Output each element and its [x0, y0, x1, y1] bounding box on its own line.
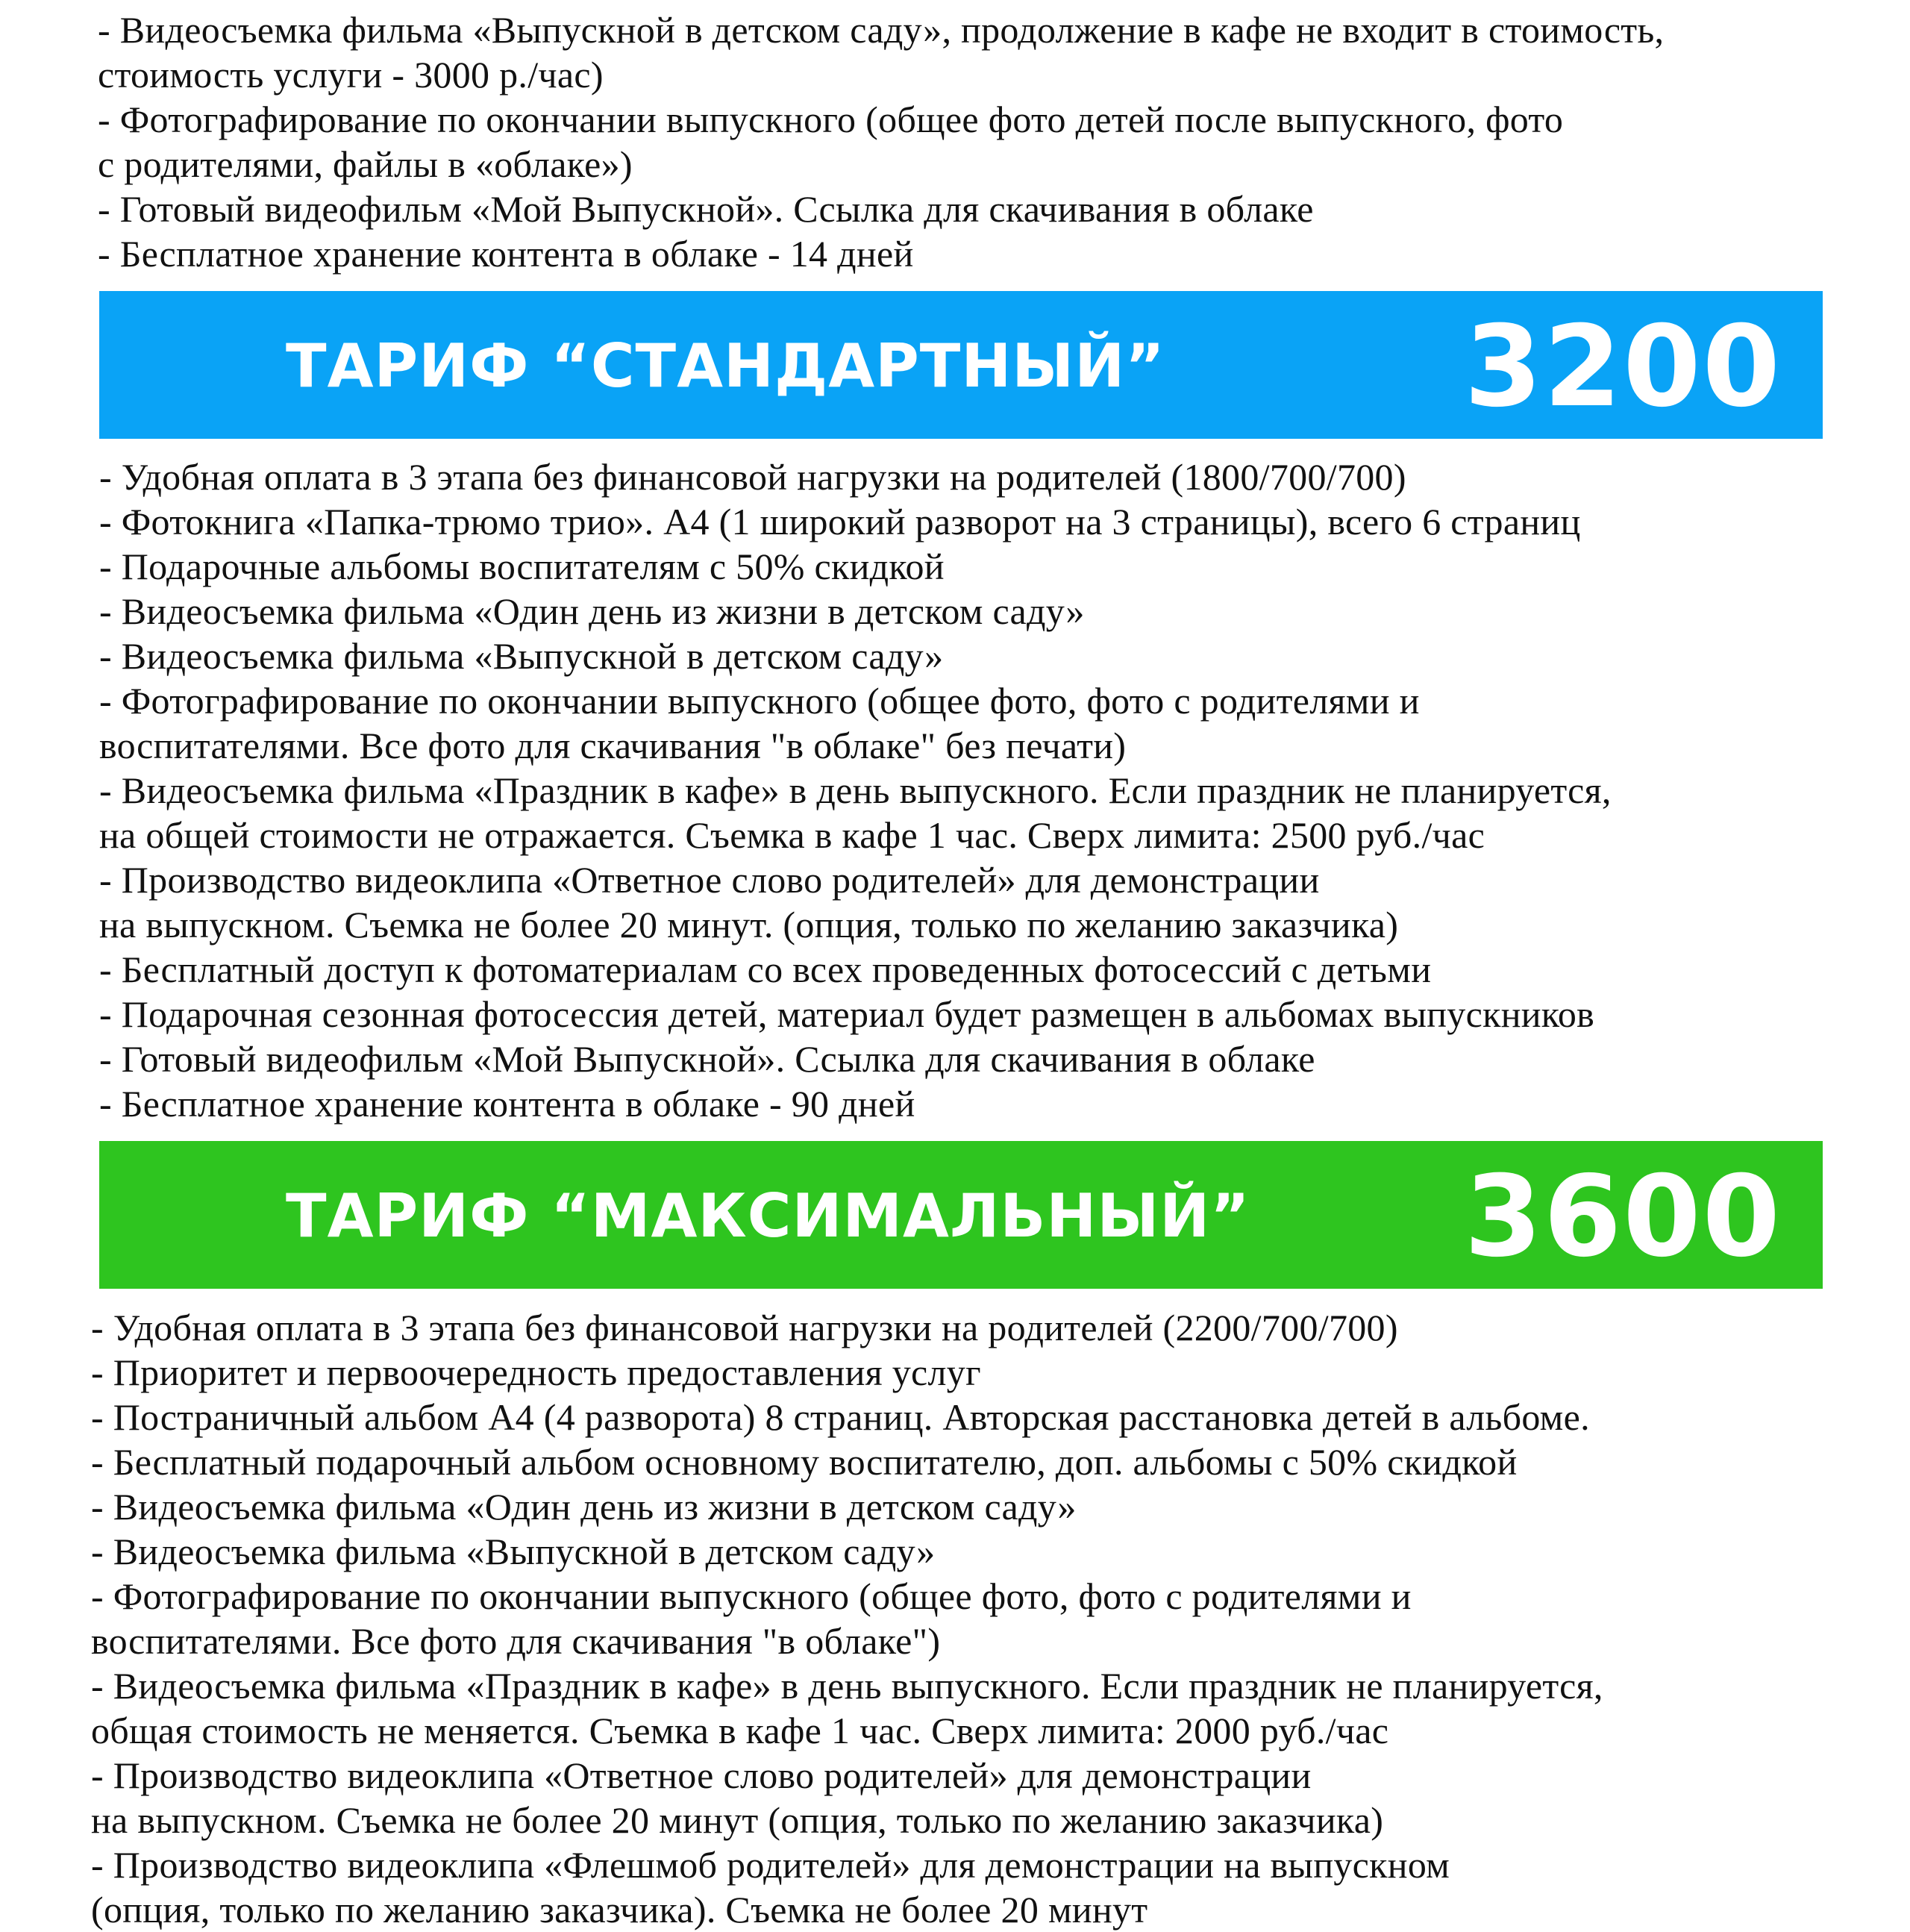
maximum-item-12: на выпускном. Съемка не более 20 минут (опция, только по желанию заказчика): [91, 1799, 1384, 1841]
standard-item-14: - Готовый видеофильм «Мой Выпускной». Ссылка для скачивания в облаке: [99, 1038, 1315, 1080]
maximum-tariff-price: 3600: [1464, 1152, 1782, 1282]
standard-item-1: - Удобная оплата в 3 этапа без финансовой нагрузки на родителей (1800/700/700): [99, 456, 1406, 498]
standard-tariff-price: 3200: [1464, 302, 1782, 432]
standard-item-6: - Фотографирование по окончании выпускного (общее фото, фото с родителями и: [99, 680, 1420, 722]
standard-item-9: на общей стоимости не отражается. Съемка в кафе 1 час. Сверх лимита: 2500 руб./час: [99, 814, 1485, 856]
standard-item-10: - Производство видеоклипа «Ответное слово родителей» для демонстрации: [99, 859, 1320, 901]
maximum-item-2: - Приоритет и первоочередность предоставления услуг: [91, 1351, 981, 1393]
top-line-2: стоимость услуги - 3000 р./час): [98, 54, 604, 96]
top-line-1: - Видеосъемка фильма «Выпускной в детском саду», продолжение в кафе не входит в стоимость,: [98, 9, 1665, 51]
standard-item-5: - Видеосъемка фильма «Выпускной в детском саду»: [99, 635, 944, 677]
maximum-item-13: - Производство видеоклипа «Флешмоб родителей» для демонстрации на выпускном: [91, 1844, 1450, 1886]
maximum-item-6: - Видеосъемка фильма «Выпускной в детском саду»: [91, 1531, 936, 1572]
standard-item-8: - Видеосъемка фильма «Праздник в кафе» в день выпускного. Если праздник не планируется,: [99, 769, 1612, 811]
maximum-item-1: - Удобная оплата в 3 этапа без финансовой нагрузки на родителей (2200/700/700): [91, 1307, 1398, 1348]
maximum-item-4: - Бесплатный подарочный альбом основному воспитателю, доп. альбомы с 50% скидкой: [91, 1441, 1518, 1483]
maximum-item-8: воспитателями. Все фото для скачивания "в облаке"): [91, 1620, 941, 1662]
standard-item-7: воспитателями. Все фото для скачивания "в облаке" без печати): [99, 725, 1127, 766]
top-line-4: с родителями, файлы в «облаке»): [98, 143, 633, 185]
standard-item-12: - Бесплатный доступ к фотоматериалам со всех проведенных фотосессий с детьми: [99, 948, 1432, 990]
standard-tariff-title: ТАРИФ “СТАНДАРТНЫЙ”: [286, 331, 1165, 401]
maximum-item-5: - Видеосъемка фильма «Один день из жизни в детском саду»: [91, 1486, 1077, 1528]
top-line-6: - Бесплатное хранение контента в облаке - 14 дней: [98, 233, 914, 275]
maximum-item-7: - Фотографирование по окончании выпускного (общее фото, фото с родителями и: [91, 1575, 1412, 1617]
standard-item-2: - Фотокнига «Папка-трюмо трио». А4 (1 широкий разворот на 3 страницы), всего 6 страниц: [99, 501, 1581, 543]
standard-item-11: на выпускном. Съемка не более 20 минут. (опция, только по желанию заказчика): [99, 904, 1399, 945]
standard-item-4: - Видеосъемка фильма «Один день из жизни в детском саду»: [99, 590, 1085, 632]
maximum-item-9: - Видеосъемка фильма «Праздник в кафе» в день выпускного. Если праздник не планируется,: [91, 1665, 1603, 1707]
standard-item-13: - Подарочная сезонная фотосессия детей, материал будет размещен в альбомах выпускников: [99, 993, 1595, 1035]
standard-tariff-banner: [99, 291, 1823, 439]
maximum-item-3: - Постраничный альбом А4 (4 разворота) 8 страниц. Авторская расстановка детей в альбоме.: [91, 1396, 1590, 1438]
maximum-tariff-title: ТАРИФ “МАКСИМАЛЬНЫЙ”: [286, 1181, 1250, 1251]
maximum-item-14: (опция, только по желанию заказчика). Съемка не более 20 минут: [91, 1889, 1148, 1931]
maximum-tariff-banner: [99, 1141, 1823, 1289]
standard-item-15: - Бесплатное хранение контента в облаке - 90 дней: [99, 1083, 915, 1125]
maximum-item-11: - Производство видеоклипа «Ответное слово родителей» для демонстрации: [91, 1754, 1312, 1796]
top-line-3: - Фотографирование по окончании выпускного (общее фото детей после выпускного, фото: [98, 99, 1564, 140]
maximum-item-10: общая стоимость не меняется. Съемка в кафе 1 час. Сверх лимита: 2000 руб./час: [91, 1710, 1389, 1751]
top-line-5: - Готовый видеофильм «Мой Выпускной». Ссылка для скачивания в облаке: [98, 188, 1314, 230]
standard-item-3: - Подарочные альбомы воспитателям с 50% скидкой: [99, 545, 945, 587]
